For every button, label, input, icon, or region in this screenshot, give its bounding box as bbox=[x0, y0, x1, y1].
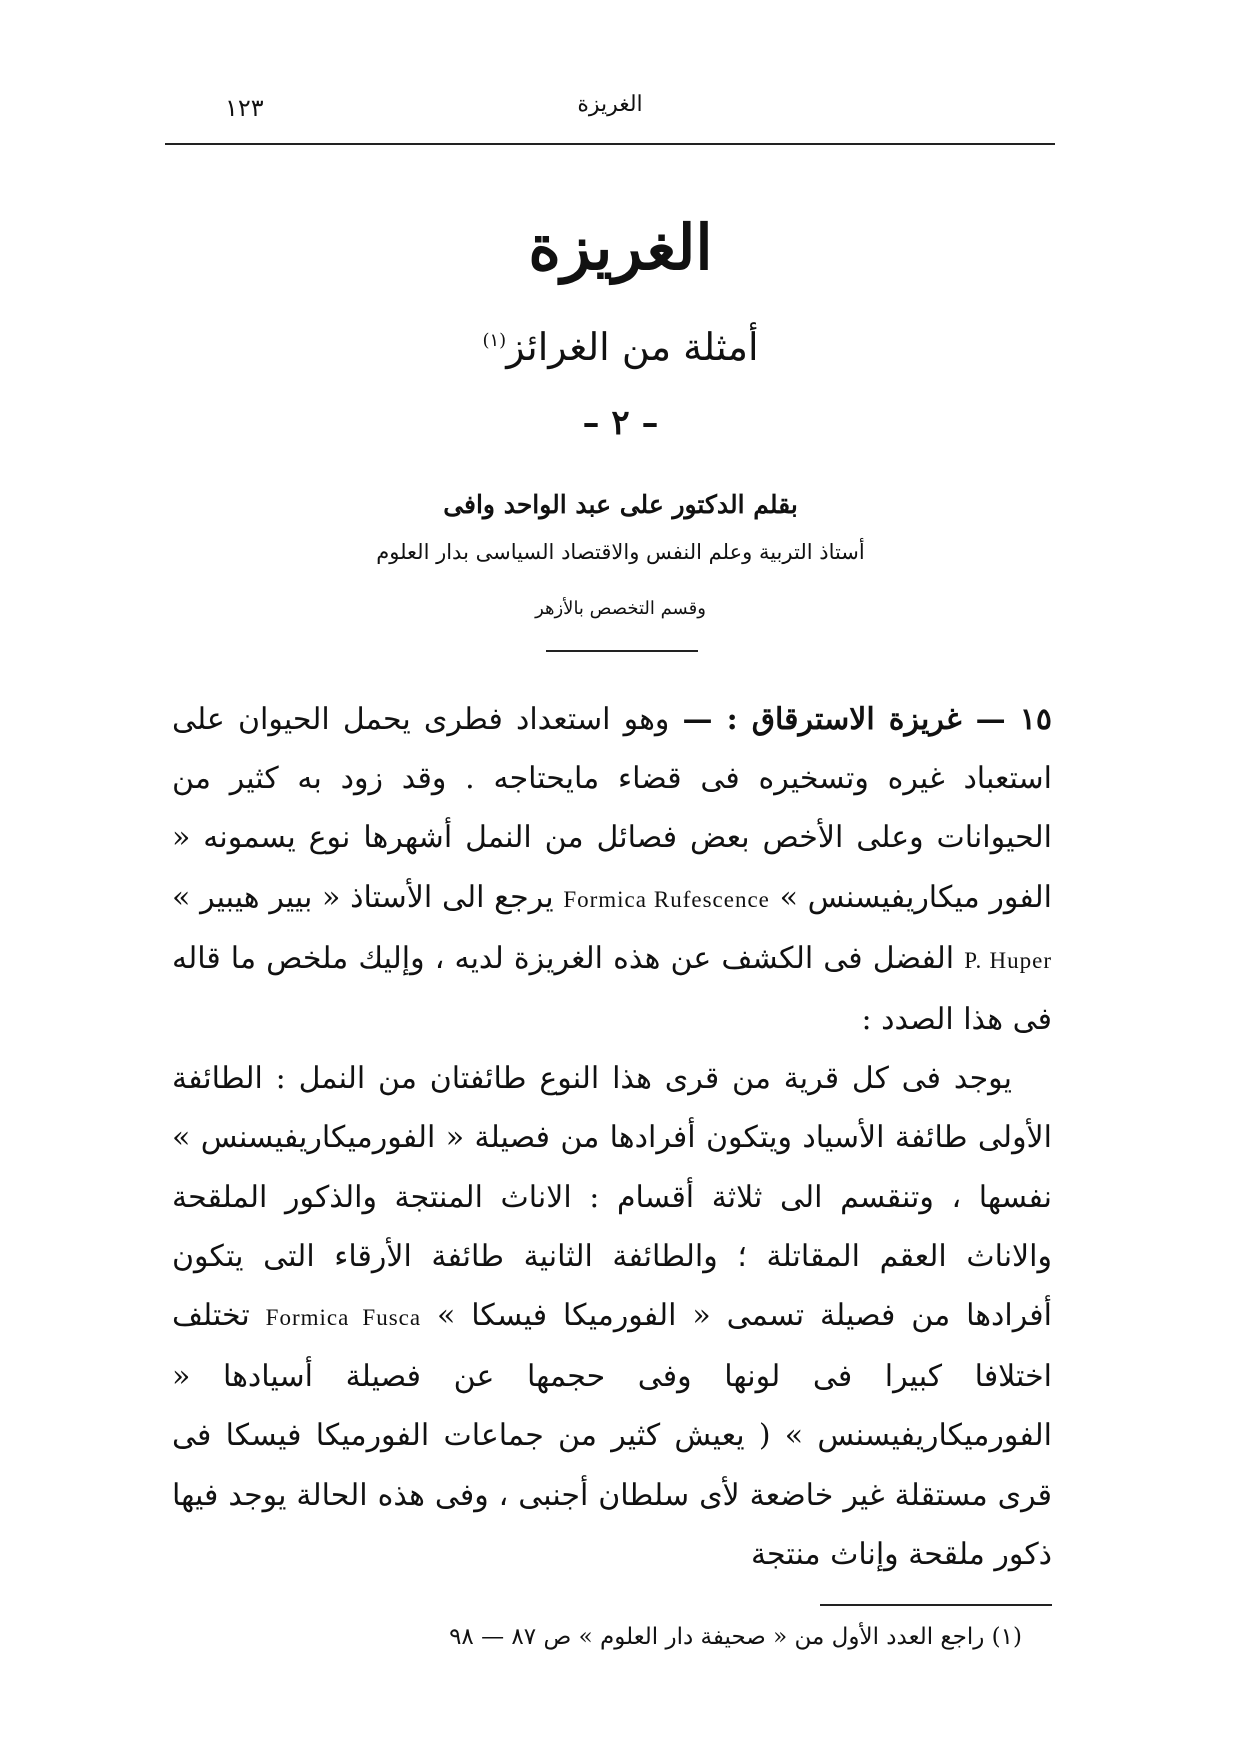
author-affiliation-secondary: وقسم التخصص بالأزهر bbox=[535, 598, 706, 619]
paragraph-1-text-b: يرجع الى الأستاذ « بيير هيبير » bbox=[172, 879, 564, 915]
paragraph-2-text-a: يوجد فى كل قرية من قرى هذا النوع طائفتان من النمل : الطائفة الأولى طائفة الأسياد ويتكون أفرادها من فصيلة « الفورميكاريفيسنس » نفسها ، وتنقسم الى ثلاثة أقسام : الاناث المنتجة والذكور الملقحة والاناث العقم المقاتلة ؛ والطائفة الثانية طائفة الأرقاء التى يتكون أفرادها من فصيلة تسمى « الفورميكا فيسكا » bbox=[172, 1061, 1052, 1334]
footnote-marker: (١) bbox=[482, 330, 507, 351]
paragraph-1-text-a: وهو استعداد فطرى يحمل الحيوان على استعباد غيره وتسخيره فى قضاء مايحتاجه . وقد زود به كثير من الحيوانات وعلى الأخص بعض فصائل من النمل أشهرها نوع يسمونه « الفور ميكاريفيسنس » bbox=[172, 702, 1052, 915]
header-rule bbox=[165, 143, 1055, 145]
paragraph-2-text-b: تختلف اختلافا كبيرا فى لونها وفى حجمها عن فصيلة أسيادها « الفورميكاريفيسنس » ( يعيش كثير من جماعات الفورميكا فيسكا فى قرى مستقلة غير خاضعة لأى سلطان أجنبى ، وفى هذه الحالة يوجد فيها ذكور ملقحة وإناث منتجة bbox=[172, 1298, 1052, 1572]
paragraph-1 bbox=[172, 690, 1052, 1049]
footnote: (١) راجع العدد الأول من « صحيفة دار العلوم » ص ٨٧ — ٩٨ bbox=[449, 1624, 1022, 1650]
section-heading-15: ١٥ — غريزة الاسترقاق : — bbox=[682, 702, 1052, 737]
latin-term-formica-rufescence: Formica Rufescence bbox=[563, 886, 770, 912]
running-title: الغريزة bbox=[577, 92, 643, 117]
page-number: ١٢٣ bbox=[225, 94, 264, 122]
footnote-rule bbox=[820, 1604, 1052, 1606]
article-body bbox=[172, 690, 1052, 1584]
latin-term-formica-fusca: Formica Fusca bbox=[265, 1305, 422, 1331]
author-byline: بقلم الدكتور على عبد الواحد وافى bbox=[443, 490, 798, 519]
paragraph-1-text-c: الفضل فى الكشف عن هذه الغريزة لديه ، وإليك ملخص ما قاله فى هذا الصدد : bbox=[172, 940, 1052, 1038]
subtitle-text: أمثلة من الغرائز bbox=[506, 325, 759, 369]
section-divider bbox=[546, 650, 698, 652]
article-title: الغريزة bbox=[528, 211, 713, 284]
author-affiliation: أستاذ التربية وعلم النفس والاقتصاد السياسى بدار العلوم bbox=[376, 540, 865, 564]
part-number: – ٢ – bbox=[582, 403, 659, 443]
article-subtitle bbox=[0, 322, 1241, 372]
latin-name-huper: P. Huper bbox=[964, 947, 1052, 973]
paragraph-2 bbox=[172, 1049, 1052, 1584]
running-header bbox=[170, 92, 1050, 136]
